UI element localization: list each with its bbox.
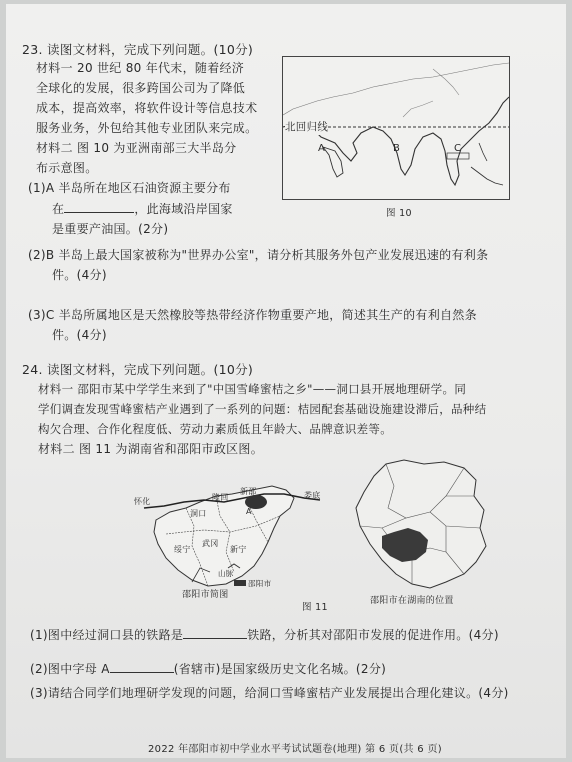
q24-title: 24. 读图文材料，完成下列问题。(10分) [22,362,254,377]
q24-q1: (1)图中经过洞口县的铁路是 铁路，分析其对邵阳市发展的促进作用。(4分) [30,628,499,642]
figure-10-caption: 图 10 [386,208,412,219]
peninsula-a-label: A [318,143,326,154]
figure-10-map [282,56,510,200]
figure-11-shaoyang-map [134,472,334,592]
q24-material1-line2: 学们调查发现雪峰蜜桔产业遇到了一系列的问题：桔园配套基础设施建设滞后，品种结 [38,402,487,416]
q23-q1-line2: 在 ，此海域沿岸国家 [52,202,233,216]
q23-q1-line3: 是重要产油国。(2分) [52,222,169,236]
q23-material1-line3: 成本，提高效率，将软件设计等信息技术 [36,101,258,115]
place-xinshao: 新邵 [240,487,257,496]
q23-material1-line1: 材料一 20 世纪 80 年代末，随着经济 [36,61,245,75]
q24-q2-answer-blank[interactable] [110,672,174,673]
q23-material1-line2: 全球化的发展，很多跨国公司为了降低 [36,81,246,95]
page-footer: 2022 年邵阳市初中学业水平考试试题卷(地理) 第 6 页(共 6 页) [148,744,442,755]
q23-material1-line4: 服务业务，外包给其他专业团队来完成。 [36,121,258,135]
place-xinning: 新宁 [230,545,247,554]
figure-11-caption: 图 11 [302,602,328,613]
place-a: A [246,507,252,516]
q23-material2-line2: 布示意图。 [36,161,98,175]
q24-material1-line3: 构欠合理、合作化程度低、劳动力素质低且年龄大、品牌意识差等。 [38,422,392,436]
q24-material1-line1: 材料一 邵阳市某中学学生来到了"中国雪峰蜜桔之乡"——洞口县开展地理研学。同 [38,382,467,396]
peninsula-c-label: C [454,143,462,154]
q23-material2-line1: 材料二 图 10 为亚洲南部三大半岛分 [36,141,237,155]
place-longhui: 隆回 [212,493,229,502]
figure-11-left-caption: 邵阳市简图 [182,590,229,600]
figure-11-hunan-map [346,456,498,594]
tropic-of-cancer-label: 北回归线 [285,121,329,133]
figure-11-right-caption: 邵阳市在湖南的位置 [370,596,454,606]
place-wugang: 武冈 [202,539,219,548]
q23-q3-line2: 件。(4分) [52,328,107,342]
place-huaihua: 怀化 [134,497,151,506]
place-loudi: 娄底 [304,491,321,500]
q24-q3: (3)请结合同学们地理研学发现的问题，给洞口雪峰蜜桔产业发展提出合理化建议。(4分) [30,686,509,700]
q23-title: 23. 读图文材料，完成下列问题。(10分) [22,42,254,57]
exam-page [6,4,566,758]
q23-q2-line2: 件。(4分) [52,268,107,282]
legend-shaoyang: 邵阳市 [248,579,272,588]
place-mountain: 山脉 [218,569,234,578]
peninsula-b-label: B [393,143,401,154]
q23-q2-line1: (2)B 半岛上最大国家被称为"世界办公室"，请分析其服务外包产业发展迅速的有利条 [28,248,489,262]
q24-q2: (2)图中字母 A (省辖市)是国家级历史文化名城。(2分) [30,662,387,676]
q23-q1-answer-blank[interactable] [64,212,134,213]
place-suining: 绥宁 [174,545,191,554]
q24-material2: 材料二 图 11 为湖南省和邵阳市政区图。 [38,442,264,456]
q23-q3-line1: (3)C 半岛所属地区是天然橡胶等热带经济作物重要产地，简述其生产的有利自然条 [28,308,477,322]
q24-q1-answer-blank[interactable] [183,638,247,639]
q23-q1-line1: (1)A 半岛所在地区石油资源主要分布 [28,181,231,195]
place-dongkou: 洞口 [190,509,207,518]
